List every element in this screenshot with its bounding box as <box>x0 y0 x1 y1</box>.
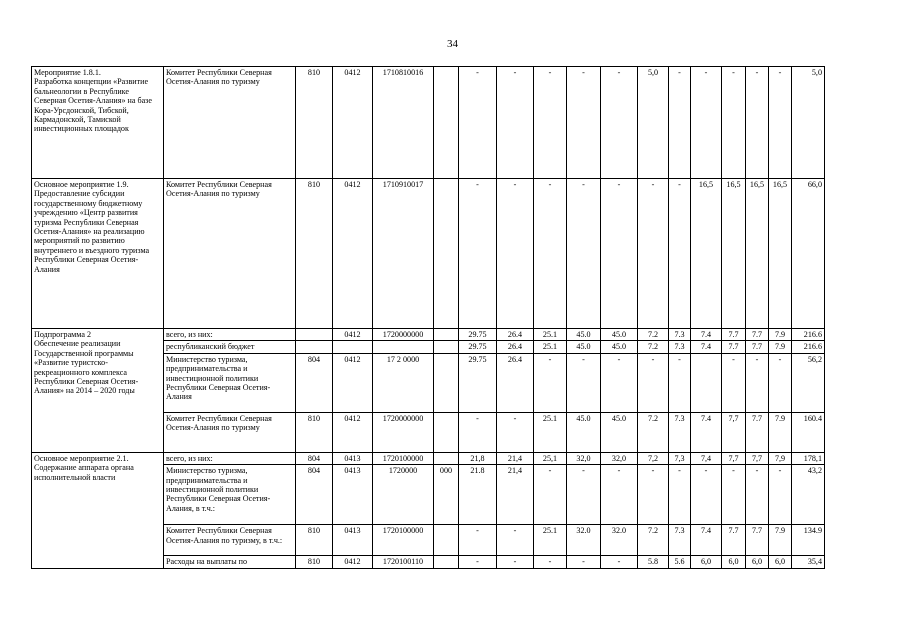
value-cell: 45.0 <box>601 341 638 353</box>
vr-code <box>434 556 459 568</box>
executor: Комитет Республики Северная Осетия-Алания по туризму <box>164 67 296 179</box>
rzpr-code: 0413 <box>333 452 373 464</box>
value-cell: 25.1 <box>534 525 567 556</box>
value-cell: - <box>497 525 534 556</box>
value-cell: - <box>769 353 792 412</box>
value-cell: 7.4 <box>691 341 722 353</box>
value-cell: - <box>534 556 567 568</box>
value-cell: 7,4 <box>691 452 722 464</box>
value-cell: - <box>722 67 746 179</box>
grbs-code: 804 <box>296 452 333 464</box>
value-cell: 45.0 <box>601 412 638 452</box>
value-cell: - <box>669 465 691 525</box>
value-cell: 7,7 <box>722 412 746 452</box>
value-cell: - <box>567 67 601 179</box>
value-cell: - <box>567 179 601 329</box>
value-cell: 26.4 <box>497 329 534 341</box>
value-cell: - <box>601 353 638 412</box>
grbs-code: 810 <box>296 556 333 568</box>
value-cell: 7.3 <box>669 341 691 353</box>
value-cell: 45.0 <box>567 329 601 341</box>
value-cell: 7.3 <box>669 412 691 452</box>
executor: Комитет Республики Северная Осетия-Алания по туризму <box>164 179 296 329</box>
csr-code <box>373 341 434 353</box>
csr-code: 1710910017 <box>373 179 434 329</box>
grbs-code <box>296 341 333 353</box>
csr-code: 1720000 <box>373 465 434 525</box>
total-cell: 160.4 <box>792 412 825 452</box>
value-cell: 16,5 <box>722 179 746 329</box>
value-cell: 7.4 <box>691 412 722 452</box>
total-cell: 5,0 <box>792 67 825 179</box>
value-cell: - <box>601 556 638 568</box>
value-cell: - <box>567 353 601 412</box>
value-cell: - <box>746 465 769 525</box>
value-cell: 7,7 <box>746 452 769 464</box>
value-cell: - <box>638 353 669 412</box>
total-cell: 35,4 <box>792 556 825 568</box>
vr-code: 000 <box>434 465 459 525</box>
csr-code: 1720100000 <box>373 452 434 464</box>
grbs-code: 804 <box>296 465 333 525</box>
value-cell: 6,0 <box>769 556 792 568</box>
rzpr-code: 0412 <box>333 329 373 341</box>
rzpr-code: 0413 <box>333 465 373 525</box>
value-cell: 7.7 <box>746 525 769 556</box>
value-cell: 7.7 <box>746 412 769 452</box>
value-cell: 45.0 <box>567 412 601 452</box>
vr-code <box>434 452 459 464</box>
event-name: Основное мероприятие 2.1. Содержание аппарата органа исполнительной власти <box>32 452 164 568</box>
value-cell: 29.75 <box>459 329 497 341</box>
csr-code: 1720000000 <box>373 412 434 452</box>
value-cell: 7.9 <box>769 525 792 556</box>
value-cell: 7.4 <box>691 329 722 341</box>
rzpr-code: 0412 <box>333 353 373 412</box>
value-cell: 29.75 <box>459 341 497 353</box>
table-row <box>32 179 825 329</box>
value-cell: 25.1 <box>534 412 567 452</box>
value-cell: 7,9 <box>769 452 792 464</box>
value-cell: 21.8 <box>459 465 497 525</box>
csr-code: 17 2 0000 <box>373 353 434 412</box>
grbs-code: 804 <box>296 353 333 412</box>
value-cell: 7.2 <box>638 525 669 556</box>
value-cell: 32,0 <box>601 452 638 464</box>
rzpr-code: 0412 <box>333 556 373 568</box>
value-cell: 6,0 <box>691 556 722 568</box>
value-cell: 7,3 <box>669 452 691 464</box>
rzpr-code: 0413 <box>333 525 373 556</box>
value-cell: - <box>459 556 497 568</box>
csr-code: 1720100110 <box>373 556 434 568</box>
vr-code <box>434 525 459 556</box>
value-cell: 7.9 <box>769 412 792 452</box>
value-cell: - <box>534 353 567 412</box>
value-cell: - <box>497 412 534 452</box>
value-cell: - <box>638 179 669 329</box>
total-cell: 178,1 <box>792 452 825 464</box>
value-cell: - <box>691 67 722 179</box>
value-cell: - <box>601 465 638 525</box>
value-cell: - <box>497 179 534 329</box>
executor: Расходы на выплаты по <box>164 556 296 568</box>
value-cell: 32.0 <box>567 525 601 556</box>
value-cell: 45.0 <box>567 341 601 353</box>
value-cell: 5,0 <box>638 67 669 179</box>
value-cell: 7.7 <box>746 329 769 341</box>
value-cell: 21,4 <box>497 465 534 525</box>
value-cell: - <box>567 556 601 568</box>
value-cell: - <box>769 67 792 179</box>
value-cell: - <box>669 179 691 329</box>
rzpr-code: 0412 <box>333 179 373 329</box>
table-row <box>32 329 825 341</box>
vr-code <box>434 353 459 412</box>
table-row <box>32 452 825 464</box>
value-cell: 7.3 <box>669 525 691 556</box>
value-cell: 7.9 <box>769 341 792 353</box>
value-cell: 7.7 <box>746 341 769 353</box>
value-cell: 7.2 <box>638 412 669 452</box>
value-cell: - <box>459 67 497 179</box>
total-cell: 216.6 <box>792 341 825 353</box>
value-cell: 26.4 <box>497 341 534 353</box>
event-name: Мероприятие 1.8.1. Разработка концепции «Развитие бальнеологии в Республике Северная Осетия-Алания» на базе Кора-Урсдонской, Тибской, Кармадонской, Тамиской инвестиционных площадок <box>32 67 164 179</box>
executor: республиканский бюджет <box>164 341 296 353</box>
executor: всего, из них: <box>164 329 296 341</box>
value-cell: - <box>497 556 534 568</box>
grbs-code: 810 <box>296 67 333 179</box>
grbs-code: 810 <box>296 525 333 556</box>
total-cell: 43,2 <box>792 465 825 525</box>
value-cell: 7.3 <box>669 329 691 341</box>
value-cell: 16,5 <box>769 179 792 329</box>
vr-code <box>434 329 459 341</box>
value-cell: 7,2 <box>638 452 669 464</box>
value-cell: 7.2 <box>638 329 669 341</box>
grbs-code: 810 <box>296 179 333 329</box>
executor: Комитет Республики Северная Осетия-Алания по туризму <box>164 412 296 452</box>
value-cell: - <box>722 353 746 412</box>
rzpr-code: 0412 <box>333 67 373 179</box>
value-cell: - <box>601 67 638 179</box>
value-cell: 25.1 <box>534 329 567 341</box>
value-cell: - <box>497 67 534 179</box>
value-cell: - <box>534 465 567 525</box>
vr-code <box>434 412 459 452</box>
budget-table <box>31 66 825 569</box>
table-row <box>32 67 825 179</box>
value-cell: - <box>669 67 691 179</box>
value-cell: - <box>567 465 601 525</box>
value-cell: 45.0 <box>601 329 638 341</box>
value-cell: - <box>459 525 497 556</box>
executor: всего, из них: <box>164 452 296 464</box>
value-cell: - <box>746 353 769 412</box>
executor: Министерство туризма, предпринимательства и инвестиционной политики Республики Северная Осетия-Алания, в т.ч.: <box>164 465 296 525</box>
total-cell: 66,0 <box>792 179 825 329</box>
value-cell: 5.6 <box>669 556 691 568</box>
value-cell: - <box>459 412 497 452</box>
value-cell: - <box>669 353 691 412</box>
rzpr-code: 0412 <box>333 412 373 452</box>
event-name: Подпрограмма 2 Обеспечение реализации Государственной программы «Развитие туристско-рекреационного комплекса Республики Северная Осетия-Алания» на 2014 – 2020 годы <box>32 329 164 453</box>
value-cell: 5.8 <box>638 556 669 568</box>
value-cell: 32.0 <box>601 525 638 556</box>
value-cell: 7.2 <box>638 341 669 353</box>
rzpr-code <box>333 341 373 353</box>
total-cell: 56,2 <box>792 353 825 412</box>
value-cell: - <box>691 465 722 525</box>
value-cell: 6,0 <box>722 556 746 568</box>
value-cell: 7.4 <box>691 525 722 556</box>
value-cell: - <box>638 465 669 525</box>
value-cell: 6,0 <box>746 556 769 568</box>
value-cell: - <box>769 465 792 525</box>
value-cell: 7,7 <box>722 452 746 464</box>
vr-code <box>434 179 459 329</box>
csr-code: 1720000000 <box>373 329 434 341</box>
value-cell: - <box>534 67 567 179</box>
value-cell: 16,5 <box>746 179 769 329</box>
grbs-code <box>296 329 333 341</box>
value-cell: 7.9 <box>769 329 792 341</box>
csr-code: 1720100000 <box>373 525 434 556</box>
value-cell: 29.75 <box>459 353 497 412</box>
value-cell: 7.7 <box>722 341 746 353</box>
value-cell <box>691 353 722 412</box>
value-cell: 21,8 <box>459 452 497 464</box>
executor: Министерство туризма, предпринимательства и инвестиционной политики Республики Северная Осетия-Алания <box>164 353 296 412</box>
value-cell: - <box>534 179 567 329</box>
value-cell: - <box>746 67 769 179</box>
page-number: 34 <box>447 38 458 50</box>
value-cell: 25.1 <box>534 341 567 353</box>
value-cell: 7.7 <box>722 525 746 556</box>
value-cell: 32,0 <box>567 452 601 464</box>
value-cell: - <box>601 179 638 329</box>
total-cell: 216.6 <box>792 329 825 341</box>
vr-code <box>434 67 459 179</box>
event-name: Основное мероприятие 1.9. Предоставление субсидии государственному бюджетному учреждению «Центр развития туризма Республики Северная Осетия-Алания» на реализацию мероприятий по развитию внутреннего и въездного туризма Республики Северная Осетия-Алания <box>32 179 164 329</box>
grbs-code: 810 <box>296 412 333 452</box>
value-cell: 16,5 <box>691 179 722 329</box>
value-cell: 7.7 <box>722 329 746 341</box>
total-cell: 134.9 <box>792 525 825 556</box>
value-cell: 21,4 <box>497 452 534 464</box>
value-cell: 26.4 <box>497 353 534 412</box>
vr-code <box>434 341 459 353</box>
value-cell: - <box>722 465 746 525</box>
csr-code: 1710810016 <box>373 67 434 179</box>
value-cell: - <box>459 179 497 329</box>
value-cell: 25,1 <box>534 452 567 464</box>
executor: Комитет Республики Северная Осетия-Алания по туризму, в т.ч.: <box>164 525 296 556</box>
